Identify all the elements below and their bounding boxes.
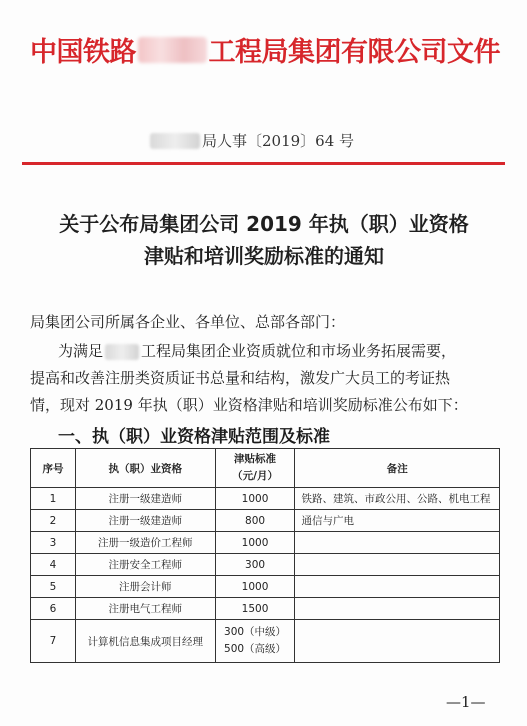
notice-title	[24, 208, 504, 272]
red-divider-line	[22, 162, 505, 165]
section-heading: 一、执（职）业资格津贴范围及标准	[58, 427, 330, 447]
body-line-1-end: 工程局集团企业资质就位和市场业务拓展需要，	[141, 342, 457, 360]
notice-title-line-1: 关于公布局集团公司 2019 年执（职）业资格	[59, 212, 469, 236]
cell-notes	[295, 598, 500, 620]
header-allowance-line-2: （元/月）	[232, 470, 278, 482]
table-row	[31, 510, 500, 532]
cell-allowance: 1000	[215, 532, 295, 554]
redacted-region	[138, 37, 207, 63]
cell-allowance: 1500	[215, 598, 295, 620]
cell-notes	[295, 620, 500, 663]
document-number	[150, 130, 354, 151]
cell-allowance: 1000	[215, 488, 295, 510]
cell-qualification: 计算机信息集成项目经理	[75, 620, 215, 663]
cell-seq: 2	[31, 510, 76, 532]
cell-allowance: 300	[215, 554, 295, 576]
cell-seq: 5	[31, 576, 76, 598]
cell-seq: 4	[31, 554, 76, 576]
header-title-right: 工程局集团有限公司文件	[208, 37, 500, 68]
cell-qualification: 注册一级造价工程师	[75, 532, 215, 554]
table-row	[31, 532, 500, 554]
cell-allowance: 800	[215, 510, 295, 532]
cell-qualification: 注册会计师	[75, 576, 215, 598]
body-line-1	[30, 338, 502, 365]
addressee: 局集团公司所属各企业、各单位、总部各部门：	[30, 313, 346, 331]
notice-title-line-2: 津贴和培训奖励标准的通知	[144, 244, 384, 268]
header-qualification: 执（职）业资格	[75, 449, 215, 488]
cell-qualification: 注册电气工程师	[75, 598, 215, 620]
cell-seq: 6	[31, 598, 76, 620]
cell-qualification: 注册一级建造师	[75, 488, 215, 510]
table-row	[31, 598, 500, 620]
header-notes: 备注	[295, 449, 500, 488]
cell-seq: 7	[31, 620, 76, 663]
table-header-row	[31, 449, 500, 488]
cell-notes: 铁路、建筑、市政公用、公路、机电工程	[295, 488, 500, 510]
cell-qualification: 注册安全工程师	[75, 554, 215, 576]
header-seq: 序号	[31, 449, 76, 488]
document-header-title	[30, 30, 500, 69]
body-line-3: 情，现对 2019 年执（职）业资格津贴和培训奖励标准公布如下：	[30, 396, 468, 414]
header-allowance	[215, 449, 295, 488]
cell-qualification: 注册一级建造师	[75, 510, 215, 532]
cell-allowance-intermediate: 300（中级）	[224, 626, 287, 638]
body-line-2: 提高和改善注册类资质证书总量和结构，激发广大员工的考证热	[30, 369, 451, 387]
cell-notes	[295, 532, 500, 554]
table-row	[31, 488, 500, 510]
body-paragraph	[30, 338, 502, 419]
cell-notes	[295, 554, 500, 576]
table-row	[31, 620, 500, 663]
page-number: —1—	[446, 693, 486, 711]
allowance-table	[30, 448, 500, 663]
cell-seq: 3	[31, 532, 76, 554]
cell-allowance: 1000	[215, 576, 295, 598]
redacted-region	[150, 133, 200, 149]
body-line-1-start: 为满足	[58, 342, 104, 360]
document-number-text: 局人事〔2019〕64 号	[202, 132, 355, 150]
cell-allowance-senior: 500（高级）	[224, 643, 287, 655]
table-row	[31, 576, 500, 598]
header-allowance-line-1: 津贴标准	[234, 453, 277, 465]
table-row	[31, 554, 500, 576]
cell-notes: 通信与广电	[295, 510, 500, 532]
cell-allowance	[215, 620, 295, 663]
header-title-left: 中国铁路	[30, 37, 136, 68]
cell-notes	[295, 576, 500, 598]
redacted-region	[105, 344, 139, 360]
cell-seq: 1	[31, 488, 76, 510]
